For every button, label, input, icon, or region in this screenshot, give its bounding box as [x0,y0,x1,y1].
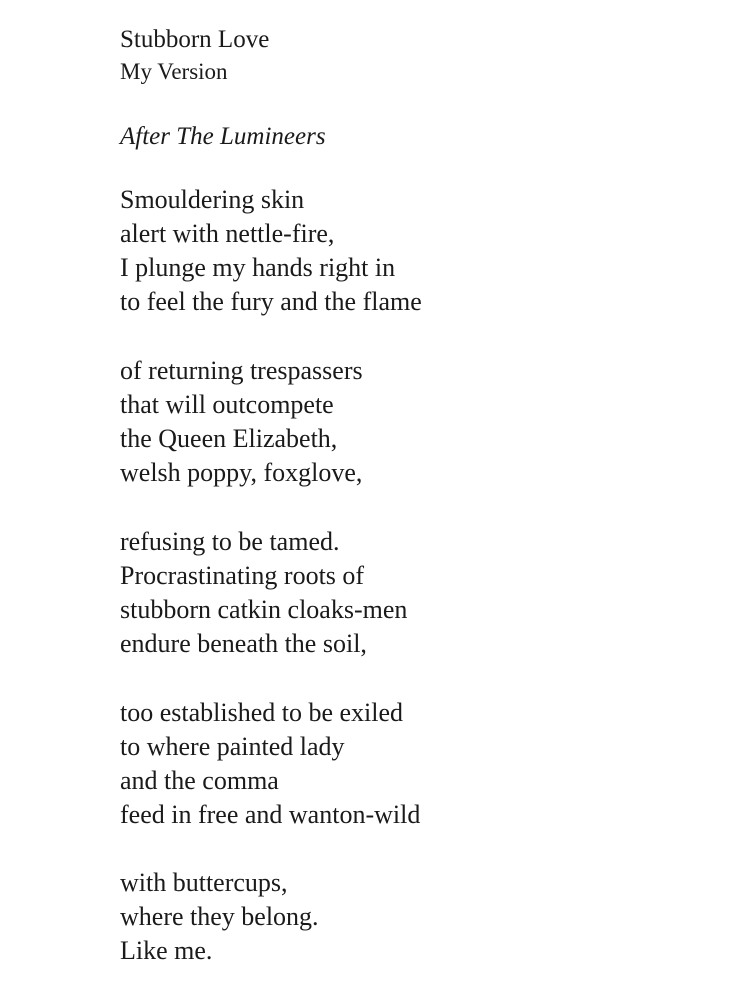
poem-line: to feel the fury and the flame [120,287,422,316]
stanza-5 [120,866,720,968]
poem-line: Smouldering skin [120,185,305,214]
poem-line: with buttercups, [120,868,288,897]
poem-dedication: After The Lumineers [120,123,326,150]
poem-line: welsh poppy, foxglove, [120,458,363,487]
poem-line: Procrastinating roots of [120,561,365,590]
poem-line: where they belong. [120,902,319,931]
poem-line: Like me. [120,936,213,965]
poem-title: Stubborn Love [120,26,270,53]
poem-line: the Queen Elizabeth, [120,424,338,453]
poem-line: endure beneath the soil, [120,629,367,658]
poem-line: and the comma [120,766,279,795]
poem-subtitle: My Version [120,59,228,84]
poem-line: too established to be exiled [120,698,404,727]
stanza-3 [120,525,720,661]
poem-line: I plunge my hands right in [120,253,396,282]
poem-line: alert with nettle-fire, [120,219,335,248]
poem-line: that will outcompete [120,390,334,419]
stanza-2 [120,354,720,490]
poem-line: feed in free and wanton-wild [120,800,421,829]
poem-line: stubborn catkin cloaks-men [120,595,408,624]
poem-line: refusing to be tamed. [120,527,340,556]
poem-line: to where painted lady [120,732,345,761]
poem-page [120,0,720,1000]
poem-line: of returning trespassers [120,356,363,385]
stanza-1 [120,183,720,319]
stanza-4 [120,696,720,832]
